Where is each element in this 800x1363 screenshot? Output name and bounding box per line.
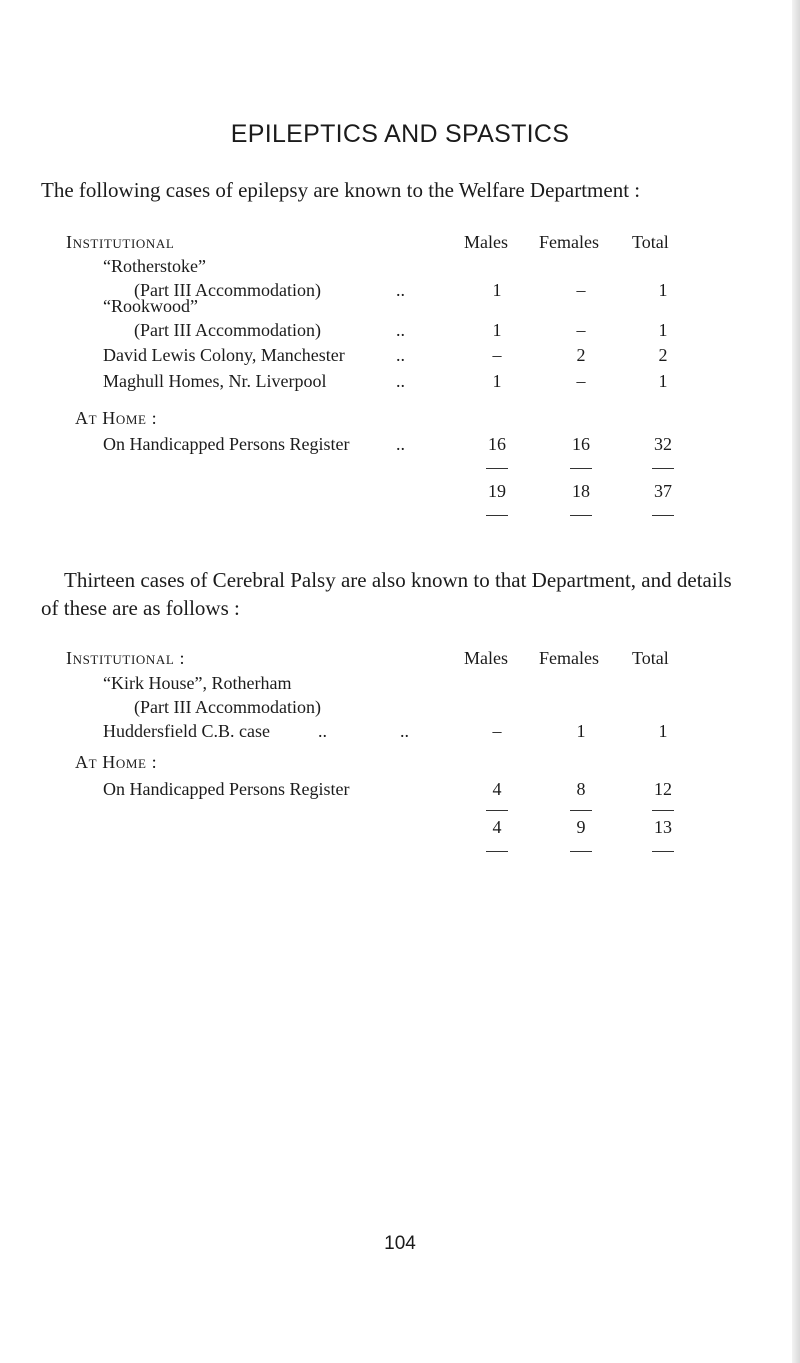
page-number: 104 [384,1233,416,1254]
females-value: 16 [572,434,590,454]
leader-dots: .. [396,280,405,300]
leader-dots: .. [318,721,327,741]
grand-total: 13 [654,817,672,837]
sum-rule [486,810,508,811]
males-value: – [492,345,502,365]
leader-dots: .. [396,434,405,454]
institution-name: “Kirk House”, Rotherham [103,673,292,693]
total-value: 1 [658,371,668,391]
page-title: EPILEPTICS AND SPASTICS [230,120,570,148]
total-rule [652,851,674,852]
palsy-col-males: Males [464,648,508,668]
leader-dots: .. [396,320,405,340]
males-value: 1 [492,371,502,391]
total-value: 1 [658,721,668,741]
sum-rule [570,468,592,469]
epilepsy-at-home-heading: At Home : [75,408,158,428]
cerebral-palsy-text: Thirteen cases of Cerebral Palsy are also known to that Department, and details [64,568,732,592]
males-total: 19 [488,481,506,501]
females-value: 1 [576,721,586,741]
palsy-at-home-heading: At Home : [75,752,158,772]
sum-rule [570,810,592,811]
institution-subname: (Part III Accommodation) [134,280,321,300]
sum-rule [652,810,674,811]
total-rule [652,515,674,516]
palsy-col-total: Total [632,648,669,668]
total-value: 1 [658,280,668,300]
females-value: 8 [576,779,586,799]
sum-rule [652,468,674,469]
institution-name: “Rookwood” [103,296,198,316]
females-value: – [576,371,586,391]
grand-total: 37 [654,481,672,501]
leader-dots: .. [396,345,405,365]
females-total: 9 [576,817,586,837]
total-rule [486,851,508,852]
institution-name: Maghull Homes, Nr. Liverpool [103,371,327,391]
leader-dots: .. [400,721,409,741]
males-value: 16 [488,434,506,454]
institution-subname: (Part III Accommodation) [134,697,321,717]
sum-rule [486,468,508,469]
females-value: – [576,320,586,340]
institution-name: “Rotherstoke” [103,256,206,276]
total-rule [570,851,592,852]
males-value: 1 [492,320,502,340]
males-total: 4 [492,817,502,837]
epilepsy-col-total: Total [632,232,669,252]
institution-subname: (Part III Accommodation) [134,320,321,340]
huddersfield-label: Huddersfield C.B. case [103,721,270,741]
males-value: – [492,721,502,741]
females-value: – [576,280,586,300]
palsy-institutional-heading: Institutional : [66,648,186,668]
institution-name: David Lewis Colony, Manchester [103,345,345,365]
page-edge [792,0,800,1363]
palsy-col-females: Females [539,648,599,668]
cerebral-palsy-text-cont: of these are as follows : [41,596,240,620]
epilepsy-institutional-heading: Institutional [66,232,175,252]
females-total: 18 [572,481,590,501]
intro-text: The following cases of epilepsy are known to the Welfare Department : [41,178,641,202]
total-value: 1 [658,320,668,340]
epilepsy-col-females: Females [539,232,599,252]
total-rule [570,515,592,516]
home-register-label: On Handicapped Persons Register [103,779,350,799]
total-value: 12 [654,779,672,799]
males-value: 1 [492,280,502,300]
females-value: 2 [576,345,586,365]
home-register-label: On Handicapped Persons Register [103,434,350,454]
total-value: 2 [658,345,668,365]
total-rule [486,515,508,516]
total-value: 32 [654,434,672,454]
males-value: 4 [492,779,502,799]
epilepsy-col-males: Males [464,232,508,252]
leader-dots: .. [396,371,405,391]
